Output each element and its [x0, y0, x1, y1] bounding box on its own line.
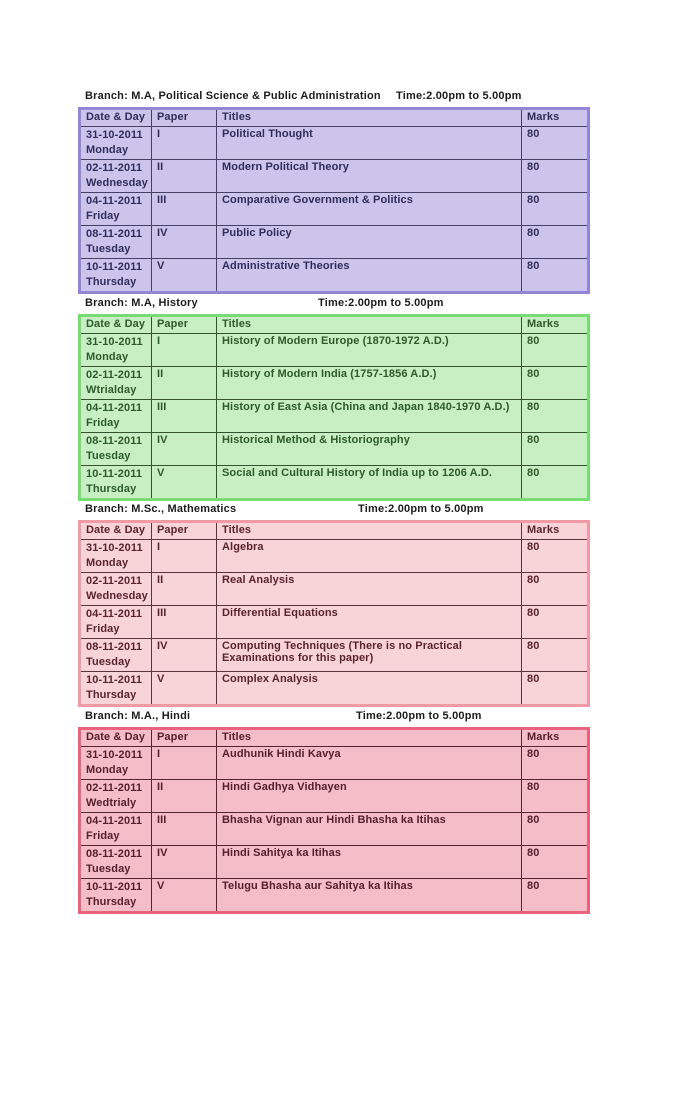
section-history: [78, 297, 587, 501]
day-text: Friday: [86, 417, 120, 429]
date-day-cell: [80, 747, 152, 780]
table-row: [80, 813, 589, 846]
marks-cell: 80: [522, 466, 589, 500]
table-row: [80, 846, 589, 879]
date-text: 02-11-2011: [86, 162, 143, 174]
title-cell: Differential Equations: [217, 606, 522, 639]
table-row: [80, 259, 589, 293]
day-text: Tuesday: [86, 243, 131, 255]
col-header-date-day: Date & Day: [80, 109, 152, 127]
day-text: Friday: [86, 623, 120, 635]
date-text: 10-11-2011: [86, 261, 143, 273]
branch-title: Branch: M.A, History: [85, 297, 198, 309]
paper-cell: V: [152, 672, 217, 706]
date-day-cell: [80, 466, 152, 500]
date-day-cell: [80, 573, 152, 606]
title-cell: Modern Political Theory: [217, 160, 522, 193]
col-header-date-day: Date & Day: [80, 522, 152, 540]
day-text: Thursday: [86, 896, 137, 908]
date-day-cell: [80, 127, 152, 160]
day-text: Friday: [86, 830, 120, 842]
date-day-cell: [80, 780, 152, 813]
exam-schedule-table: [78, 314, 590, 501]
exam-schedule-table: [78, 727, 590, 914]
table-row: [80, 193, 589, 226]
col-header-marks: Marks: [522, 109, 589, 127]
marks-cell: 80: [522, 780, 589, 813]
table-row: [80, 226, 589, 259]
marks-cell: 80: [522, 846, 589, 879]
date-day-cell: [80, 672, 152, 706]
date-day-cell: [80, 400, 152, 433]
paper-cell: IV: [152, 226, 217, 259]
marks-cell: 80: [522, 226, 589, 259]
paper-cell: I: [152, 127, 217, 160]
branch-title: Branch: M.A., Hindi: [85, 710, 191, 722]
date-day-cell: [80, 846, 152, 879]
date-text: 02-11-2011: [86, 782, 143, 794]
col-header-marks: Marks: [522, 522, 589, 540]
marks-cell: 80: [522, 540, 589, 573]
section-heading: [78, 90, 587, 107]
date-text: 10-11-2011: [86, 674, 143, 686]
marks-cell: 80: [522, 259, 589, 293]
date-day-cell: [80, 193, 152, 226]
table-row: [80, 780, 589, 813]
section-hindi: [78, 710, 587, 914]
title-cell: Public Policy: [217, 226, 522, 259]
date-text: 31-10-2011: [86, 336, 143, 348]
date-text: 04-11-2011: [86, 402, 143, 414]
table-row: [80, 639, 589, 672]
table-row: [80, 747, 589, 780]
title-cell: Bhasha Vignan aur Hindi Bhasha ka Itihas: [217, 813, 522, 846]
day-text: Monday: [86, 144, 129, 156]
col-header-paper: Paper: [152, 316, 217, 334]
marks-cell: 80: [522, 127, 589, 160]
table-row: [80, 433, 589, 466]
marks-cell: 80: [522, 672, 589, 706]
title-cell: History of Modern Europe (1870-1972 A.D.): [217, 334, 522, 367]
marks-cell: 80: [522, 573, 589, 606]
date-day-cell: [80, 606, 152, 639]
title-cell: Political Thought: [217, 127, 522, 160]
date-text: 08-11-2011: [86, 228, 143, 240]
title-cell: Algebra: [217, 540, 522, 573]
title-cell: Computing Techniques (There is no Practical Examinations for this paper): [217, 639, 522, 672]
date-text: 31-10-2011: [86, 129, 143, 141]
paper-cell: I: [152, 334, 217, 367]
paper-cell: II: [152, 367, 217, 400]
date-text: 10-11-2011: [86, 881, 143, 893]
marks-cell: 80: [522, 879, 589, 913]
date-day-cell: [80, 433, 152, 466]
marks-cell: 80: [522, 433, 589, 466]
col-header-marks: Marks: [522, 729, 589, 747]
exam-schedule-table: [78, 107, 590, 294]
paper-cell: III: [152, 193, 217, 226]
date-day-cell: [80, 813, 152, 846]
day-text: Thursday: [86, 483, 137, 495]
col-header-titles: Titles: [217, 729, 522, 747]
paper-cell: I: [152, 747, 217, 780]
marks-cell: 80: [522, 193, 589, 226]
col-header-titles: Titles: [217, 109, 522, 127]
paper-cell: II: [152, 160, 217, 193]
date-text: 08-11-2011: [86, 848, 143, 860]
paper-cell: I: [152, 540, 217, 573]
day-text: Thursday: [86, 689, 137, 701]
date-text: 02-11-2011: [86, 575, 143, 587]
col-header-paper: Paper: [152, 109, 217, 127]
table-row: [80, 466, 589, 500]
date-day-cell: [80, 226, 152, 259]
day-text: Tuesday: [86, 863, 131, 875]
day-text: Tuesday: [86, 450, 131, 462]
title-cell: Real Analysis: [217, 573, 522, 606]
paper-cell: II: [152, 573, 217, 606]
title-cell: Complex Analysis: [217, 672, 522, 706]
time-label: Time:2.00pm to 5.00pm: [358, 503, 484, 515]
section-political-science: [78, 90, 587, 294]
paper-cell: V: [152, 259, 217, 293]
date-text: 10-11-2011: [86, 468, 143, 480]
branch-title: Branch: M.Sc., Mathematics: [85, 503, 237, 515]
marks-cell: 80: [522, 813, 589, 846]
table-row: [80, 400, 589, 433]
table-row: [80, 540, 589, 573]
date-text: 08-11-2011: [86, 641, 143, 653]
date-day-cell: [80, 334, 152, 367]
col-header-titles: Titles: [217, 522, 522, 540]
marks-cell: 80: [522, 606, 589, 639]
table-row: [80, 367, 589, 400]
col-header-paper: Paper: [152, 729, 217, 747]
title-cell: History of Modern India (1757-1856 A.D.): [217, 367, 522, 400]
paper-cell: III: [152, 606, 217, 639]
table-row: [80, 672, 589, 706]
time-label: Time:2.00pm to 5.00pm: [318, 297, 444, 309]
date-text: 31-10-2011: [86, 749, 143, 761]
marks-cell: 80: [522, 747, 589, 780]
branch-title: Branch: M.A, Political Science & Public Administration: [85, 90, 381, 102]
title-cell: Comparative Government & Politics: [217, 193, 522, 226]
paper-cell: III: [152, 813, 217, 846]
table-header-row: [80, 729, 589, 747]
date-text: 02-11-2011: [86, 369, 143, 381]
title-cell: History of East Asia (China and Japan 1840-1970 A.D.): [217, 400, 522, 433]
table-row: [80, 606, 589, 639]
date-day-cell: [80, 367, 152, 400]
marks-cell: 80: [522, 639, 589, 672]
date-text: 31-10-2011: [86, 542, 143, 554]
table-header-row: [80, 109, 589, 127]
day-text: Wedtrialy: [86, 797, 137, 809]
col-header-paper: Paper: [152, 522, 217, 540]
day-text: Monday: [86, 557, 129, 569]
day-text: Tuesday: [86, 656, 131, 668]
date-text: 04-11-2011: [86, 608, 143, 620]
day-text: Friday: [86, 210, 120, 222]
paper-cell: IV: [152, 433, 217, 466]
paper-cell: V: [152, 879, 217, 913]
section-heading: [78, 297, 587, 314]
date-day-cell: [80, 879, 152, 913]
day-text: Monday: [86, 764, 129, 776]
date-day-cell: [80, 160, 152, 193]
time-label: Time:2.00pm to 5.00pm: [396, 90, 522, 102]
table-row: [80, 160, 589, 193]
paper-cell: V: [152, 466, 217, 500]
section-heading: [78, 503, 587, 520]
title-cell: Administrative Theories: [217, 259, 522, 293]
day-text: Thursday: [86, 276, 137, 288]
date-day-cell: [80, 540, 152, 573]
title-cell: Social and Cultural History of India up to 1206 A.D.: [217, 466, 522, 500]
paper-cell: III: [152, 400, 217, 433]
title-cell: Hindi Sahitya ka Itihas: [217, 846, 522, 879]
date-text: 08-11-2011: [86, 435, 143, 447]
exam-schedule-table: [78, 520, 590, 707]
marks-cell: 80: [522, 367, 589, 400]
day-text: Wednesday: [86, 177, 148, 189]
day-text: Wednesday: [86, 590, 148, 602]
title-cell: Telugu Bhasha aur Sahitya ka Itihas: [217, 879, 522, 913]
table-row: [80, 127, 589, 160]
table-header-row: [80, 522, 589, 540]
date-text: 04-11-2011: [86, 815, 143, 827]
marks-cell: 80: [522, 334, 589, 367]
day-text: Wtrialday: [86, 384, 137, 396]
table-header-row: [80, 316, 589, 334]
date-day-cell: [80, 259, 152, 293]
title-cell: Hindi Gadhya Vidhayen: [217, 780, 522, 813]
table-row: [80, 879, 589, 913]
day-text: Monday: [86, 351, 129, 363]
time-label: Time:2.00pm to 5.00pm: [356, 710, 482, 722]
title-cell: Audhunik Hindi Kavya: [217, 747, 522, 780]
section-mathematics: [78, 503, 587, 707]
title-cell: Historical Method & Historiography: [217, 433, 522, 466]
paper-cell: II: [152, 780, 217, 813]
col-header-marks: Marks: [522, 316, 589, 334]
col-header-titles: Titles: [217, 316, 522, 334]
col-header-date-day: Date & Day: [80, 729, 152, 747]
table-row: [80, 573, 589, 606]
paper-cell: IV: [152, 846, 217, 879]
section-heading: [78, 710, 587, 727]
paper-cell: IV: [152, 639, 217, 672]
marks-cell: 80: [522, 160, 589, 193]
date-text: 04-11-2011: [86, 195, 143, 207]
table-row: [80, 334, 589, 367]
date-day-cell: [80, 639, 152, 672]
marks-cell: 80: [522, 400, 589, 433]
col-header-date-day: Date & Day: [80, 316, 152, 334]
